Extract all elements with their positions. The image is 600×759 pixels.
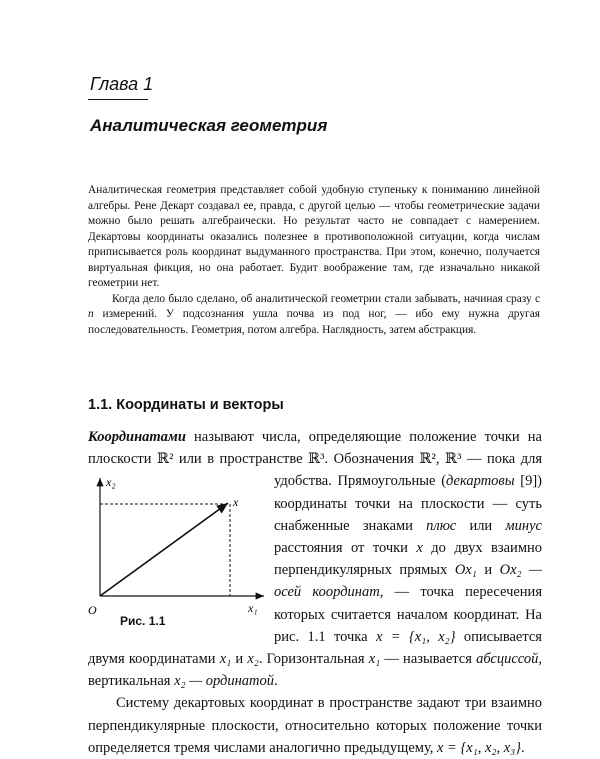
position-vector bbox=[100, 503, 228, 596]
chapter-label: Глава 1 bbox=[90, 74, 154, 94]
chapter-rule bbox=[88, 99, 148, 100]
figure-1-1 bbox=[88, 472, 268, 636]
point-label: x bbox=[233, 495, 239, 510]
term-coordinates: Координатами bbox=[88, 429, 186, 445]
intro-paragraph-1: Аналитическая геометрия представляет собой удобную ступеньку к пониманию линейной алгебры. Рене Декарт создавал ее, правда, с другой целью — чтобы геометрические задачи можно было решать алгебраически. Но результат часто не совпадает с намерением. Декартовы координаты оказались полезнее в противоположной ситуации, когда числам приписывается роль координат выдуманного пространства. При этом, конечно, получается виртуальная фикция, но она работает. Будит воображение там, где изначально никакой геометрии нет. bbox=[88, 184, 540, 289]
figure-caption: Рис. 1.1 bbox=[120, 614, 166, 629]
origin-label: O bbox=[88, 603, 97, 618]
body-paragraph-2: Систему декартовых координат в пространстве задают три взаимно перпендикулярные плоскости, относительно которых положение точки определяется тремя числами аналогично предыдущему, x = {x₁, x₂, x₃}. bbox=[88, 695, 542, 756]
section-heading: 1.1. Координаты и векторы bbox=[88, 397, 284, 413]
intro-paragraph-2: Когда дело было сделано, об аналитической геометрии стали забывать, начиная сразу с n измерений. У подсознания ушла почва из под ног, — ибо ему нужна другая последовательность. Геометрия, потом алгебра. Наглядность, затем абстракция. bbox=[88, 292, 540, 336]
chapter-title: Аналитическая геометрия bbox=[90, 116, 328, 135]
figure-diagram bbox=[88, 472, 268, 636]
x-axis-label: x₁ bbox=[248, 601, 258, 616]
intro-block bbox=[88, 183, 540, 338]
main-text bbox=[88, 426, 542, 759]
y-axis-label: x₂ bbox=[106, 475, 116, 490]
body-paragraph-1: Координатами называют числа, определяющие положение точки на плоскости ℝ² или в пространстве ℝ³. Обозначения x₂ x O x₁ Рис. 1.1 ℝ², ℝ³ — пока для удобства. Прямоугольные (декартовы [9]) координаты точки на плоскости — суть снабженные знаками плюс или минус расстояния от точки x до двух взаимно перпендикулярных прямых Ox₁ и Ox₂ — осей координат, — точка пересечения которых считается началом координат. На рис. 1.1 точка x = {x₁, x₂} описывается двумя координатами x₁ и x₂. Горизонтальная x₁ — называется абсциссой, вертикальная x₂ — ординатой. bbox=[88, 429, 543, 690]
